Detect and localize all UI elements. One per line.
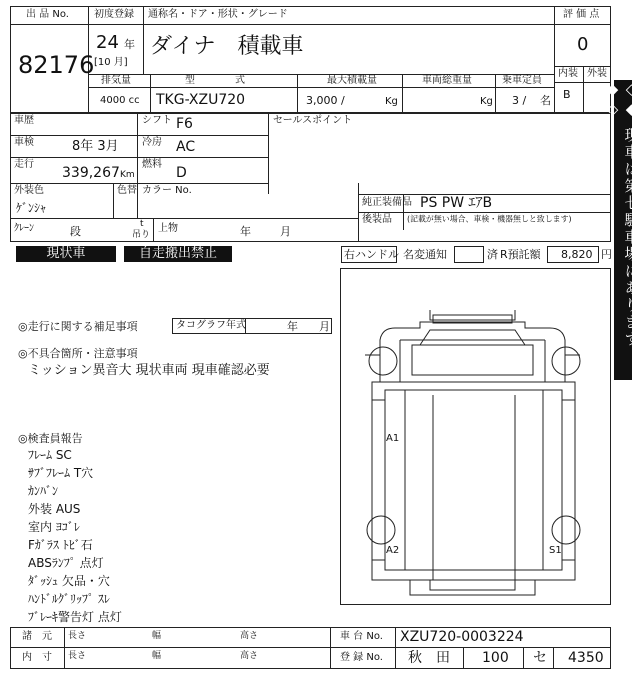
displacement-label: 排気量	[101, 75, 131, 86]
aftermarket-label: 後装品	[362, 214, 392, 225]
length-label: 長さ	[68, 631, 87, 641]
aftermarket-note: (記載が無い場合、車検・機器無しと致します)	[407, 215, 572, 224]
exterior-color-label: 外装色	[14, 185, 44, 196]
interior-grade-label: 内装	[558, 68, 578, 79]
oem-equipment: PS PW ｴｱB	[420, 195, 493, 211]
crane-hook: 吊り	[132, 230, 151, 240]
side-banner: ◇◆ 現車は第七駐車場にあります ◆◇	[614, 80, 632, 380]
chassis-number: XZU720-0003224	[400, 629, 524, 645]
exterior-grade-label: 外装	[587, 68, 607, 79]
no-self-drive-badge: 自走搬出禁止	[124, 246, 232, 262]
inspector-item: ｶﾝﾊﾞﾝ	[28, 484, 59, 498]
plate-number: 4350	[568, 650, 604, 666]
as-is-badge: 現状車	[16, 246, 116, 262]
type-code: TKG-XZU720	[156, 92, 246, 108]
shift-label: シフト	[142, 115, 172, 126]
plate-label: 登 録 No.	[340, 652, 383, 663]
gross-weight-unit: Kg	[480, 96, 493, 107]
color-change-label: 色替	[117, 185, 137, 196]
interior-grade-value: B	[563, 88, 571, 101]
aircon-label: 冷房	[142, 137, 162, 148]
exterior-color-value: ｹﾞﾝｼｬ	[16, 201, 47, 215]
dimensions-label: 諸 元	[22, 631, 52, 642]
lot-label: 出 品 No.	[26, 9, 69, 20]
shift-value: F6	[176, 116, 193, 132]
interior-dims-label: 内 寸	[22, 652, 52, 663]
fuel-label: 燃料	[142, 159, 162, 170]
inspector-item: ﾌﾚｰﾑ SC	[28, 448, 72, 462]
height-label: 高さ	[240, 631, 259, 641]
crane-ton: t	[140, 219, 144, 229]
history-label: 車歴	[14, 115, 34, 126]
first-reg-month: [10 月]	[94, 57, 128, 68]
inspector-item: ﾀﾞｯｼｭ 欠品・穴	[28, 574, 110, 588]
recycle-done: 済	[487, 248, 498, 261]
damage-mark-a2: A2	[386, 545, 400, 556]
defects-text: ミッション異音大 現状車両 現車確認必要	[28, 363, 270, 378]
inspector-item: ﾊﾝﾄﾞﾙｸﾞﾘｯﾌﾟ ｽﾚ	[28, 592, 110, 606]
first-reg-year: 24	[96, 32, 119, 53]
capacity-value: 3 /	[512, 94, 527, 107]
lift-label: 上物	[158, 223, 178, 234]
capacity-label: 乗車定員	[502, 75, 542, 86]
year-unit: 年	[124, 38, 135, 51]
damage-mark-a1: A1	[386, 433, 400, 444]
oem-label: 純正装備品	[362, 197, 412, 208]
sales-point-label: セールスポイント	[273, 115, 353, 126]
capacity-unit: 名	[540, 94, 551, 107]
tacho-label: タコグラフ年式	[176, 320, 246, 331]
driving-notes-label: ◎走行に関する補足事項	[18, 320, 138, 333]
model-name: ダイナ 積載車	[150, 34, 304, 59]
chassis-label: 車 台 No.	[340, 631, 383, 642]
inspector-report-label: ◎検査員報告	[18, 432, 83, 445]
score-label: 評 価 点	[563, 9, 600, 20]
damage-mark-s1: S1	[549, 545, 562, 556]
displacement-value: 4000 cc	[100, 95, 140, 106]
inspector-item: 室内 ﾖｺﾞﾚ	[28, 520, 80, 534]
steering-value: 右ハンドル	[344, 248, 399, 261]
fuel-value: D	[176, 165, 187, 181]
color-number-label: カラー No.	[142, 185, 192, 196]
plate-kana: セ	[533, 650, 547, 666]
max-load-unit: Kg	[385, 96, 398, 107]
mileage-unit: Km	[120, 170, 135, 180]
tacho-month: 月	[319, 320, 330, 333]
type-label: 型 式	[185, 75, 245, 86]
mileage-label: 走行	[14, 159, 34, 170]
lift-year: 年	[240, 225, 251, 238]
interior-length-label: 長さ	[68, 651, 87, 661]
tacho-year: 年	[287, 320, 298, 333]
name-change-label: 名変通知	[403, 248, 447, 261]
inspection-label: 車検	[14, 137, 34, 148]
max-load-label: 最大積載量	[327, 75, 377, 86]
inspector-item: 外装 AUS	[28, 502, 81, 516]
recycle-fee-label: R預託額	[500, 248, 541, 261]
inspector-item: Fｶﾞﾗｽ ﾄﾋﾞ石	[28, 538, 93, 552]
score-value: 0	[577, 34, 589, 55]
first-reg-label: 初度登録	[94, 9, 134, 20]
defects-label: ◎不具合箇所・注意事項	[18, 347, 138, 360]
plate-region: 秋 田	[408, 650, 450, 666]
inspector-item: ABSﾗﾝﾌﾟ 点灯	[28, 556, 104, 570]
model-name-label: 通称名・ドア・形状・グレード	[148, 9, 288, 20]
mileage-value: 339,267	[62, 165, 120, 181]
crane-label: ｸﾚｰﾝ	[14, 223, 34, 234]
inspector-item: ｻﾌﾞﾌﾚｰﾑ T穴	[28, 466, 94, 480]
gross-weight-label: 車両総重量	[422, 75, 472, 86]
lift-month: 月	[280, 225, 291, 238]
inspector-item: ﾌﾞﾚｰｷ警告灯 点灯	[28, 610, 122, 624]
plate-class: 100	[482, 650, 509, 666]
interior-width-label: 幅	[152, 651, 162, 661]
recycle-fee-value: 8,820	[561, 248, 593, 261]
aircon-value: AC	[176, 139, 196, 155]
interior-height-label: 高さ	[240, 651, 259, 661]
max-load-value: 3,000 /	[306, 94, 345, 107]
inspection-value: 8年 3月	[72, 139, 119, 154]
recycle-fee-unit: 円	[601, 248, 612, 261]
lot-number: 82176	[18, 51, 95, 79]
crane-step: 段	[70, 225, 81, 238]
width-label: 幅	[152, 631, 162, 641]
